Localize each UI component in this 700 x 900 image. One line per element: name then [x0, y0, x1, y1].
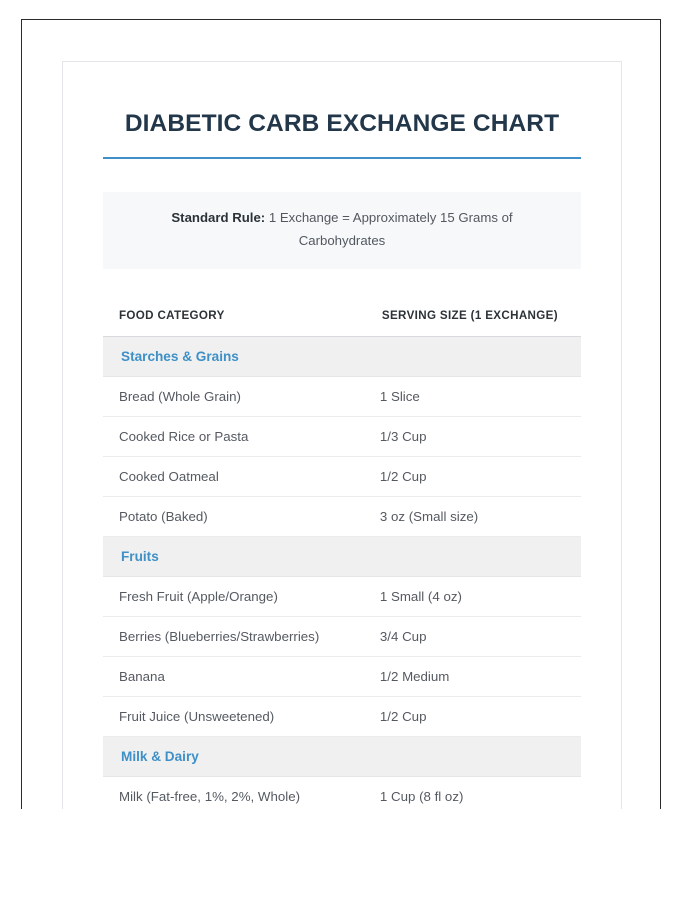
serving-size-cell: 1/3 Cup [366, 416, 581, 456]
table-row [103, 576, 581, 616]
column-header-food-category: FOOD CATEGORY [103, 296, 366, 337]
carb-exchange-table [103, 296, 581, 809]
serving-size-cell: 1/2 Cup [366, 696, 581, 736]
food-name-cell: Milk (Fat-free, 1%, 2%, Whole) [103, 776, 366, 809]
serving-size-cell: 1/2 Medium [366, 656, 581, 696]
table-row [103, 776, 581, 809]
food-name-cell: Cooked Oatmeal [103, 456, 366, 496]
food-name-cell: Fruit Juice (Unsweetened) [103, 696, 366, 736]
standard-rule-label: Standard Rule: [171, 210, 266, 226]
serving-size-cell: 1 Slice [366, 376, 581, 416]
category-label: Milk & Dairy [103, 736, 581, 776]
standard-rule-callout [103, 192, 581, 268]
serving-size-cell: 1 Small (4 oz) [366, 576, 581, 616]
table-body [103, 336, 581, 809]
table-category-row [103, 536, 581, 576]
table-header-row [103, 296, 581, 337]
food-name-cell: Banana [103, 656, 366, 696]
document-outer-frame [21, 19, 661, 809]
standard-rule-text: 1 Exchange = Approximately 15 Grams of Carbohydrates [265, 210, 513, 249]
table-row [103, 616, 581, 656]
category-label: Starches & Grains [103, 336, 581, 376]
serving-size-cell: 3 oz (Small size) [366, 496, 581, 536]
table-category-row [103, 336, 581, 376]
table-row [103, 376, 581, 416]
food-name-cell: Potato (Baked) [103, 496, 366, 536]
table-row [103, 696, 581, 736]
table-row [103, 456, 581, 496]
food-name-cell: Bread (Whole Grain) [103, 376, 366, 416]
table-category-row [103, 736, 581, 776]
food-name-cell: Fresh Fruit (Apple/Orange) [103, 576, 366, 616]
food-name-cell: Cooked Rice or Pasta [103, 416, 366, 456]
table-row [103, 416, 581, 456]
table-row [103, 496, 581, 536]
column-header-serving-size: SERVING SIZE (1 EXCHANGE) [366, 296, 581, 337]
serving-size-cell: 1/2 Cup [366, 456, 581, 496]
food-name-cell: Berries (Blueberries/Strawberries) [103, 616, 366, 656]
document-content [63, 62, 621, 809]
document-card [62, 61, 622, 809]
table-row [103, 656, 581, 696]
title-underline-divider [103, 157, 581, 159]
serving-size-cell: 1 Cup (8 fl oz) [366, 776, 581, 809]
serving-size-cell: 3/4 Cup [366, 616, 581, 656]
page-title: DIABETIC CARB EXCHANGE CHART [124, 110, 560, 137]
category-label: Fruits [103, 536, 581, 576]
